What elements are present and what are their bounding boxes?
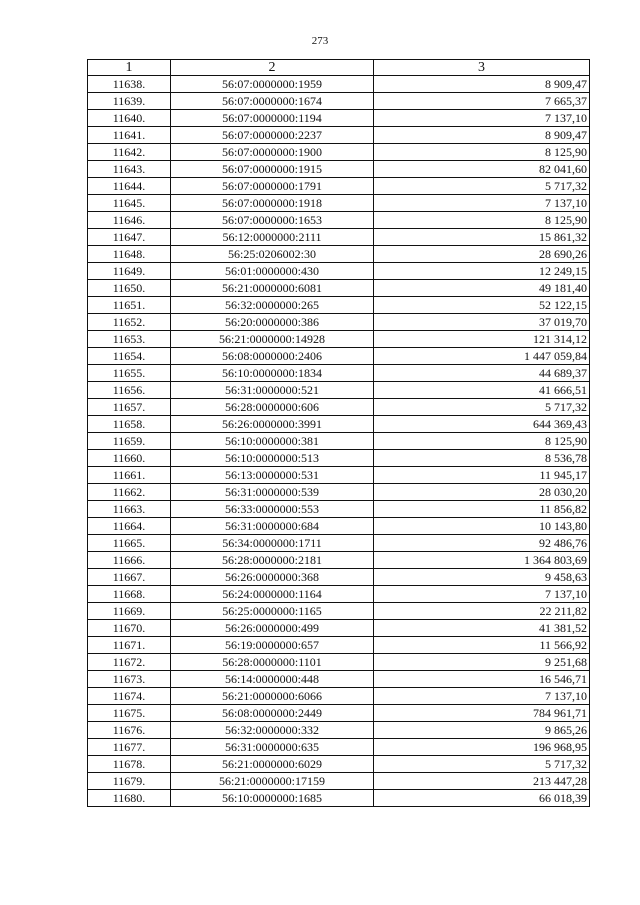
cadastral-number-cell: 56:19:0000000:657: [171, 637, 374, 654]
cadastral-number-cell: 56:08:0000000:2449: [171, 705, 374, 722]
table-row: [88, 637, 590, 654]
amount-cell: 5 717,32: [374, 399, 590, 416]
row-number-cell: 11665.: [88, 535, 171, 552]
row-number-cell: 11664.: [88, 518, 171, 535]
cadastral-number-cell: 56:28:0000000:606: [171, 399, 374, 416]
row-number-cell: 11674.: [88, 688, 171, 705]
table-row: [88, 416, 590, 433]
table-row: [88, 671, 590, 688]
cadastral-number-cell: 56:14:0000000:448: [171, 671, 374, 688]
row-number-cell: 11657.: [88, 399, 171, 416]
cadastral-number-cell: 56:07:0000000:1194: [171, 110, 374, 127]
amount-cell: 5 717,32: [374, 756, 590, 773]
row-number-cell: 11678.: [88, 756, 171, 773]
table-row: [88, 382, 590, 399]
table-row: [88, 518, 590, 535]
cadastral-number-cell: 56:31:0000000:684: [171, 518, 374, 535]
cadastral-number-cell: 56:32:0000000:265: [171, 297, 374, 314]
table-row: [88, 348, 590, 365]
row-number-cell: 11676.: [88, 722, 171, 739]
cadastral-number-cell: 56:10:0000000:381: [171, 433, 374, 450]
amount-cell: 41 666,51: [374, 382, 590, 399]
table-row: [88, 586, 590, 603]
row-number-cell: 11679.: [88, 773, 171, 790]
amount-cell: 121 314,12: [374, 331, 590, 348]
table-row: [88, 365, 590, 382]
row-number-cell: 11659.: [88, 433, 171, 450]
table-row: [88, 722, 590, 739]
cadastral-number-cell: 56:12:0000000:2111: [171, 229, 374, 246]
amount-cell: 644 369,43: [374, 416, 590, 433]
table-row: [88, 739, 590, 756]
amount-cell: 11 945,17: [374, 467, 590, 484]
table-row: [88, 433, 590, 450]
row-number-cell: 11642.: [88, 144, 171, 161]
amount-cell: 5 717,32: [374, 178, 590, 195]
table-row: [88, 450, 590, 467]
amount-cell: 22 211,82: [374, 603, 590, 620]
table-row: [88, 280, 590, 297]
row-number-cell: 11669.: [88, 603, 171, 620]
amount-cell: 8 125,90: [374, 144, 590, 161]
cadastral-number-cell: 56:07:0000000:2237: [171, 127, 374, 144]
table-row: [88, 229, 590, 246]
cadastral-number-cell: 56:26:0000000:3991: [171, 416, 374, 433]
amount-cell: 1 447 059,84: [374, 348, 590, 365]
cadastral-number-cell: 56:10:0000000:1685: [171, 790, 374, 807]
row-number-cell: 11652.: [88, 314, 171, 331]
table-row: [88, 705, 590, 722]
row-number-cell: 11644.: [88, 178, 171, 195]
amount-cell: 196 968,95: [374, 739, 590, 756]
table-row: [88, 178, 590, 195]
table-row: [88, 467, 590, 484]
cadastral-number-cell: 56:01:0000000:430: [171, 263, 374, 280]
amount-cell: 784 961,71: [374, 705, 590, 722]
row-number-cell: 11643.: [88, 161, 171, 178]
row-number-cell: 11641.: [88, 127, 171, 144]
amount-cell: 9 865,26: [374, 722, 590, 739]
table-row: [88, 297, 590, 314]
table-row: [88, 688, 590, 705]
column-header-1: 1: [88, 60, 171, 76]
table-row: [88, 144, 590, 161]
row-number-cell: 11666.: [88, 552, 171, 569]
cadastral-number-cell: 56:33:0000000:553: [171, 501, 374, 518]
row-number-cell: 11668.: [88, 586, 171, 603]
row-number-cell: 11660.: [88, 450, 171, 467]
row-number-cell: 11655.: [88, 365, 171, 382]
amount-cell: 52 122,15: [374, 297, 590, 314]
table-row: [88, 790, 590, 807]
row-number-cell: 11648.: [88, 246, 171, 263]
amount-cell: 16 546,71: [374, 671, 590, 688]
row-number-cell: 11638.: [88, 76, 171, 93]
row-number-cell: 11672.: [88, 654, 171, 671]
cadastral-number-cell: 56:32:0000000:332: [171, 722, 374, 739]
row-number-cell: 11651.: [88, 297, 171, 314]
table-row: [88, 501, 590, 518]
cadastral-number-cell: 56:08:0000000:2406: [171, 348, 374, 365]
table-row: [88, 756, 590, 773]
cadastral-number-cell: 56:10:0000000:1834: [171, 365, 374, 382]
amount-cell: 1 364 803,69: [374, 552, 590, 569]
cadastral-number-cell: 56:07:0000000:1918: [171, 195, 374, 212]
cadastral-number-cell: 56:21:0000000:17159: [171, 773, 374, 790]
table-row: [88, 535, 590, 552]
amount-cell: 213 447,28: [374, 773, 590, 790]
row-number-cell: 11647.: [88, 229, 171, 246]
row-number-cell: 11649.: [88, 263, 171, 280]
table-row: [88, 569, 590, 586]
amount-cell: 15 861,32: [374, 229, 590, 246]
cadastral-number-cell: 56:07:0000000:1791: [171, 178, 374, 195]
page-number: 273: [311, 35, 329, 47]
amount-cell: 7 137,10: [374, 110, 590, 127]
amount-cell: 41 381,52: [374, 620, 590, 637]
amount-cell: 8 125,90: [374, 212, 590, 229]
amount-cell: 10 143,80: [374, 518, 590, 535]
cadastral-number-cell: 56:24:0000000:1164: [171, 586, 374, 603]
cadastral-number-cell: 56:13:0000000:531: [171, 467, 374, 484]
amount-cell: 11 566,92: [374, 637, 590, 654]
cadastral-number-cell: 56:26:0000000:368: [171, 569, 374, 586]
cadastral-number-cell: 56:10:0000000:513: [171, 450, 374, 467]
table-row: [88, 773, 590, 790]
cadastral-number-cell: 56:07:0000000:1959: [171, 76, 374, 93]
cadastral-number-cell: 56:34:0000000:1711: [171, 535, 374, 552]
row-number-cell: 11673.: [88, 671, 171, 688]
table-row: [88, 93, 590, 110]
cadastral-number-cell: 56:31:0000000:521: [171, 382, 374, 399]
amount-cell: 49 181,40: [374, 280, 590, 297]
table-row: [88, 263, 590, 280]
cadastral-number-cell: 56:20:0000000:386: [171, 314, 374, 331]
amount-cell: 8 125,90: [374, 433, 590, 450]
row-number-cell: 11670.: [88, 620, 171, 637]
amount-cell: 82 041,60: [374, 161, 590, 178]
row-number-cell: 11656.: [88, 382, 171, 399]
cadastral-number-cell: 56:07:0000000:1900: [171, 144, 374, 161]
amount-cell: 9 458,63: [374, 569, 590, 586]
row-number-cell: 11646.: [88, 212, 171, 229]
cadastral-number-cell: 56:07:0000000:1653: [171, 212, 374, 229]
amount-cell: 7 137,10: [374, 195, 590, 212]
amount-cell: 12 249,15: [374, 263, 590, 280]
row-number-cell: 11650.: [88, 280, 171, 297]
amount-cell: 9 251,68: [374, 654, 590, 671]
table-row: [88, 620, 590, 637]
row-number-cell: 11662.: [88, 484, 171, 501]
row-number-cell: 11667.: [88, 569, 171, 586]
row-number-cell: 11675.: [88, 705, 171, 722]
amount-cell: 37 019,70: [374, 314, 590, 331]
table-row: [88, 314, 590, 331]
cadastral-number-cell: 56:31:0000000:635: [171, 739, 374, 756]
amount-cell: 66 018,39: [374, 790, 590, 807]
table-row: [88, 603, 590, 620]
amount-cell: 28 690,26: [374, 246, 590, 263]
cadastral-number-cell: 56:28:0000000:1101: [171, 654, 374, 671]
table-row: [88, 246, 590, 263]
cadastral-number-cell: 56:28:0000000:2181: [171, 552, 374, 569]
header-row: [88, 60, 590, 76]
table-body: [88, 76, 590, 807]
row-number-cell: 11663.: [88, 501, 171, 518]
row-number-cell: 11680.: [88, 790, 171, 807]
table-row: [88, 195, 590, 212]
table-row: [88, 399, 590, 416]
cadastral-number-cell: 56:25:0000000:1165: [171, 603, 374, 620]
table-row: [88, 212, 590, 229]
table-row: [88, 110, 590, 127]
amount-cell: 8 909,47: [374, 76, 590, 93]
cadastral-number-cell: 56:31:0000000:539: [171, 484, 374, 501]
amount-cell: 11 856,82: [374, 501, 590, 518]
table-row: [88, 552, 590, 569]
amount-cell: 7 137,10: [374, 688, 590, 705]
column-header-3: 3: [374, 60, 590, 76]
row-number-cell: 11671.: [88, 637, 171, 654]
table-row: [88, 161, 590, 178]
cadastral-number-cell: 56:07:0000000:1915: [171, 161, 374, 178]
data-table: [87, 59, 590, 807]
amount-cell: 28 030,20: [374, 484, 590, 501]
row-number-cell: 11654.: [88, 348, 171, 365]
column-header-2: 2: [171, 60, 374, 76]
table-row: [88, 127, 590, 144]
row-number-cell: 11653.: [88, 331, 171, 348]
amount-cell: 8 909,47: [374, 127, 590, 144]
amount-cell: 7 137,10: [374, 586, 590, 603]
amount-cell: 8 536,78: [374, 450, 590, 467]
amount-cell: 44 689,37: [374, 365, 590, 382]
cadastral-number-cell: 56:25:0206002:30: [171, 246, 374, 263]
amount-cell: 92 486,76: [374, 535, 590, 552]
cadastral-number-cell: 56:26:0000000:499: [171, 620, 374, 637]
row-number-cell: 11639.: [88, 93, 171, 110]
table-row: [88, 654, 590, 671]
row-number-cell: 11677.: [88, 739, 171, 756]
row-number-cell: 11661.: [88, 467, 171, 484]
cadastral-number-cell: 56:21:0000000:6081: [171, 280, 374, 297]
row-number-cell: 11640.: [88, 110, 171, 127]
cadastral-number-cell: 56:21:0000000:6066: [171, 688, 374, 705]
table-row: [88, 331, 590, 348]
table-row: [88, 484, 590, 501]
row-number-cell: 11658.: [88, 416, 171, 433]
cadastral-number-cell: 56:21:0000000:6029: [171, 756, 374, 773]
cadastral-number-cell: 56:07:0000000:1674: [171, 93, 374, 110]
cadastral-number-cell: 56:21:0000000:14928: [171, 331, 374, 348]
row-number-cell: 11645.: [88, 195, 171, 212]
table-row: [88, 76, 590, 93]
amount-cell: 7 665,37: [374, 93, 590, 110]
